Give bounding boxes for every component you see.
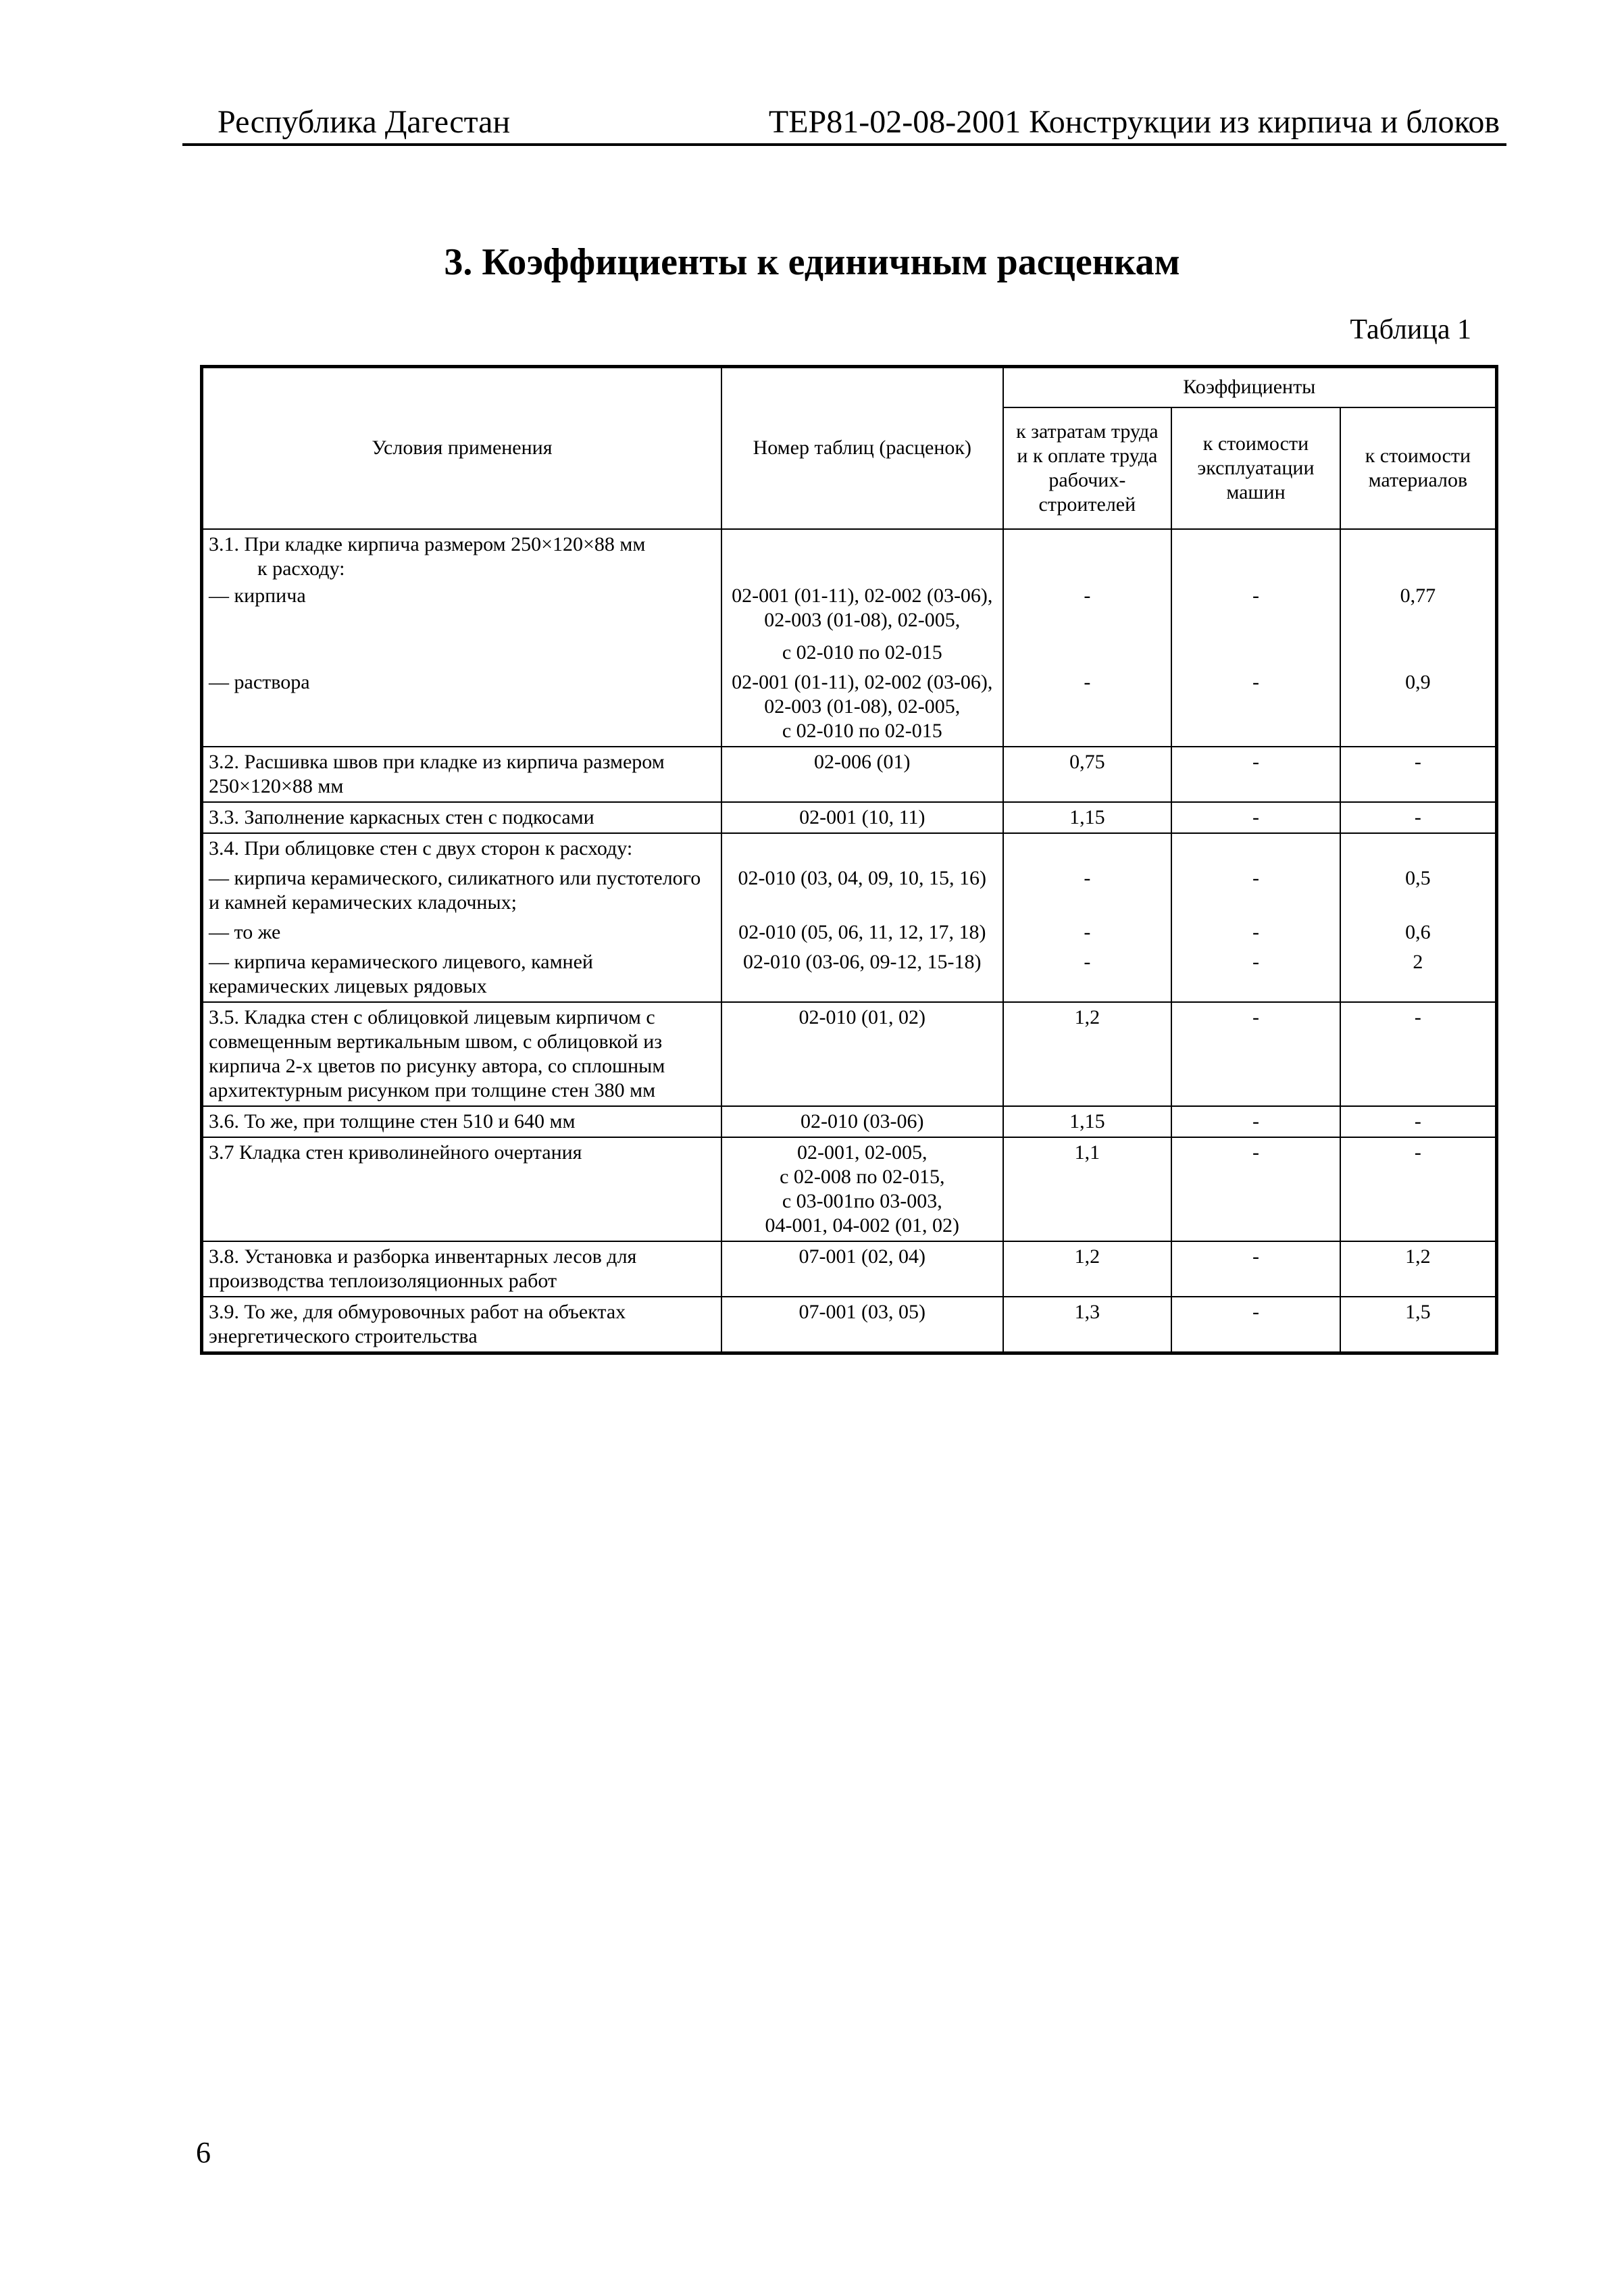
row-3-8-condition: 3.8. Установка и разборка инвентарных лесов для производства теплоизоляционных работ [202, 1241, 721, 1297]
row-3-9-materials: 1,5 [1340, 1297, 1497, 1353]
row-3-1-b-num-3: с 02-010 по 02-015 [782, 719, 942, 742]
col-header-conditions: Условия применения [202, 367, 721, 529]
row-3-7-labor: 1,1 [1003, 1137, 1172, 1241]
row-3-9-num: 07-001 (03, 05) [721, 1297, 1003, 1353]
coefficients-table [200, 365, 1498, 1355]
row-3-2-machines: - [1171, 747, 1340, 802]
row-3-1-b-labor: - [1003, 668, 1172, 747]
header-document-code: ТЕР81-02-08-2001 Конструкции из кирпича и блоков [768, 104, 1500, 140]
row-3-8-machines: - [1171, 1241, 1340, 1297]
table-row [202, 833, 1497, 864]
row-3-4-b-labor: - [1003, 918, 1172, 947]
row-3-8-materials: 1,2 [1340, 1241, 1497, 1297]
row-3-1-title-2: к расходу: [257, 557, 345, 580]
row-3-6-materials: - [1340, 1106, 1497, 1137]
row-3-1-b-label: — раствора [202, 668, 721, 747]
table-row [202, 668, 1497, 747]
header-region: Республика Дагестан [218, 104, 511, 140]
table-row [202, 1297, 1497, 1353]
row-3-5-labor: 1,2 [1003, 1002, 1172, 1106]
row-3-3-labor: 1,15 [1003, 802, 1172, 833]
row-3-4-a-machines: - [1171, 864, 1340, 918]
col-header-coefficients: Коэффициенты [1003, 367, 1497, 407]
row-3-7-num-4: 04-001, 04-002 (01, 02) [765, 1214, 959, 1237]
row-3-5-materials: - [1340, 1002, 1497, 1106]
row-3-5-machines: - [1171, 1002, 1340, 1106]
row-3-4-a-label: — кирпича керамического, силикатного или пустотелого и камней керамических кладочных; [202, 864, 721, 918]
row-3-7-machines: - [1171, 1137, 1340, 1241]
row-3-6-machines: - [1171, 1106, 1340, 1137]
page-number: 6 [196, 2136, 211, 2169]
row-3-2-num: 02-006 (01) [721, 747, 1003, 802]
row-3-4-c-machines: - [1171, 947, 1340, 1002]
row-3-1-a-materials: 0,77 [1340, 581, 1497, 668]
row-3-4-b-num: 02-010 (05, 06, 11, 12, 17, 18) [721, 918, 1003, 947]
table-row [202, 747, 1497, 802]
row-3-7-materials: - [1340, 1137, 1497, 1241]
table-row [202, 1106, 1497, 1137]
row-3-1-b-num-2: 02-003 (01-08), 02-005, [764, 695, 961, 718]
row-3-8-labor: 1,2 [1003, 1241, 1172, 1297]
table-row [202, 864, 1497, 918]
row-3-6-labor: 1,15 [1003, 1106, 1172, 1137]
row-3-1-a-machines: - [1171, 581, 1340, 668]
row-3-2-materials: - [1340, 747, 1497, 802]
row-3-1-b-num-1: 02-001 (01-11), 02-002 (03-06), [732, 670, 993, 693]
table-row [202, 529, 1497, 581]
row-3-7-num-1: 02-001, 02-005, [797, 1141, 928, 1164]
row-3-4-b-label: — то же [202, 918, 721, 947]
row-3-1-a-label: — кирпича [202, 581, 721, 668]
col-header-materials: к стоимости материалов [1340, 407, 1497, 529]
row-3-1-a-num-2: 02-003 (01-08), 02-005, [764, 608, 961, 631]
row-3-9-labor: 1,3 [1003, 1297, 1172, 1353]
row-3-4-a-num: 02-010 (03, 04, 09, 10, 15, 16) [721, 864, 1003, 918]
row-3-1-b-materials: 0,9 [1340, 668, 1497, 747]
row-3-4-c-labor: - [1003, 947, 1172, 1002]
row-3-7-num-2: с 02-008 по 02-015, [780, 1165, 945, 1188]
row-3-5-condition: 3.5. Кладка стен с облицовкой лицевым кирпичом с совмещенным вертикальным швом, с облицовкой из кирпича 2-х цветов по рисунку автора, со сплошным архитектурным рисунком при толщине стен 380 мм [202, 1002, 721, 1106]
section-title: 3. Коэффициенты к единичным расценкам [444, 241, 1180, 283]
col-header-labor: к затратам труда и к оплате труда рабочих-строителей [1003, 407, 1172, 529]
row-3-6-condition: 3.6. То же, при толщине стен 510 и 640 мм [202, 1106, 721, 1137]
row-3-3-materials: - [1340, 802, 1497, 833]
table-row [202, 1137, 1497, 1241]
row-3-3-machines: - [1171, 802, 1340, 833]
row-3-5-num: 02-010 (01, 02) [721, 1002, 1003, 1106]
row-3-4-c-label: — кирпича керамического лицевого, камней керамических лицевых рядовых [202, 947, 721, 1002]
row-3-9-condition: 3.9. То же, для обмуровочных работ на объектах энергетического строительства [202, 1297, 721, 1353]
table-row [202, 581, 1497, 668]
row-3-1-a-labor: - [1003, 581, 1172, 668]
table-row [202, 947, 1497, 1002]
row-3-7-num-3: с 03-001по 03-003, [782, 1189, 942, 1212]
table-row [202, 1002, 1497, 1106]
row-3-4-title: 3.4. При облицовке стен с двух сторон к расходу: [202, 833, 721, 864]
row-3-4-c-num: 02-010 (03-06, 09-12, 15-18) [721, 947, 1003, 1002]
table-label: Таблица 1 [1350, 314, 1471, 345]
col-header-machines: к стоимости эксплуатации машин [1171, 407, 1340, 529]
row-3-1-b-machines: - [1171, 668, 1340, 747]
table-row [202, 1241, 1497, 1297]
row-3-1-title: 3.1. При кладке кирпича размером 250×120×88 мм [209, 532, 646, 555]
row-3-4-b-machines: - [1171, 918, 1340, 947]
row-3-3-condition: 3.3. Заполнение каркасных стен с подкосами [202, 802, 721, 833]
table-row [202, 918, 1497, 947]
page-header [182, 101, 1506, 146]
row-3-3-num: 02-001 (10, 11) [721, 802, 1003, 833]
row-3-4-c-materials: 2 [1340, 947, 1497, 1002]
row-3-1-a-num-3: с 02-010 по 02-015 [782, 641, 942, 664]
row-3-9-machines: - [1171, 1297, 1340, 1353]
col-header-table-numbers: Номер таблиц (расценок) [721, 367, 1003, 529]
row-3-6-num: 02-010 (03-06) [721, 1106, 1003, 1137]
row-3-2-condition: 3.2. Расшивка швов при кладке из кирпича размером 250×120×88 мм [202, 747, 721, 802]
row-3-4-a-materials: 0,5 [1340, 864, 1497, 918]
row-3-4-a-labor: - [1003, 864, 1172, 918]
table-row [202, 802, 1497, 833]
row-3-7-condition: 3.7 Кладка стен криволинейного очертания [202, 1137, 721, 1241]
row-3-2-labor: 0,75 [1003, 747, 1172, 802]
row-3-1-a-num-1: 02-001 (01-11), 02-002 (03-06), [732, 584, 993, 607]
row-3-8-num: 07-001 (02, 04) [721, 1241, 1003, 1297]
row-3-4-b-materials: 0,6 [1340, 918, 1497, 947]
